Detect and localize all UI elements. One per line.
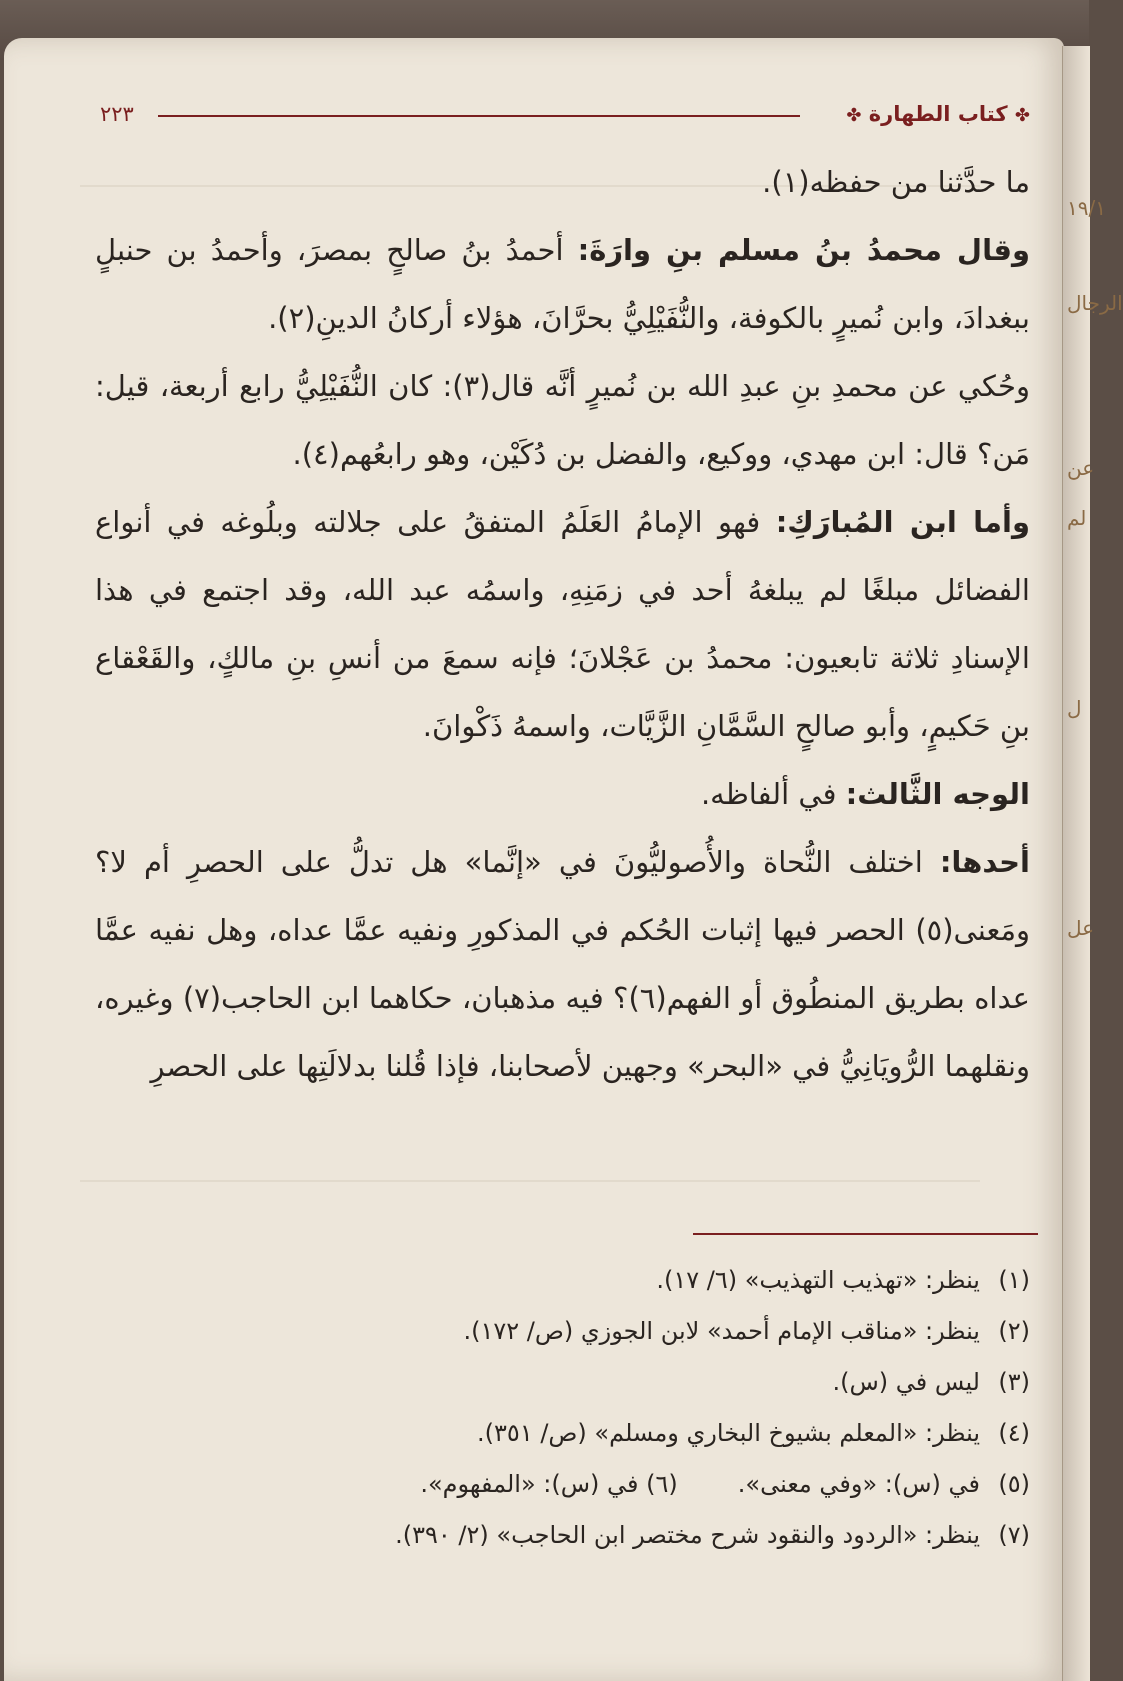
header-rule (158, 115, 800, 117)
footnote: (٣)ليس في (س). (95, 1357, 1030, 1408)
adjacent-page-edge (1062, 46, 1123, 1681)
section-heading: الوجه الثَّالث: في ألفاظه. (700, 777, 1030, 811)
adjacent-page-fragment: عل (1067, 916, 1095, 940)
footnote-number: (٧) (998, 1521, 1030, 1549)
adjacent-page-fragment: ل (1067, 696, 1082, 720)
footnote-number: (٦) (646, 1470, 678, 1498)
ornament-icon: ✤ (846, 105, 862, 126)
footnote-separator (693, 1233, 1038, 1235)
footnote: (١)ينظر: «تهذيب التهذيب» (٦/ ١٧). (95, 1255, 1030, 1306)
adjacent-page-fragment: ١٩/١ (1067, 196, 1106, 220)
paragraph: أحدها: اختلف النُّحاة والأُصوليُّونَ في «إنَّما» هل تدلُّ على الحصرِ أم لا؟ ومَعنى(٥) الحصر فيها إثبات الحُكم في المذكورِ ونفيه عمَّا عداه، وهل نفيه عمَّا عداه بطريق المنطُوق أو الفهم(٦)؟ فيه مذهبان، حكاهما ابن الحاجب(٧) وغيره، ونقلهما الرُّويَانِيُّ في «البحر» وجهين لأصحابنا، فإذا قُلنا بدلالَتِها على الحصرِ (95, 845, 1030, 1083)
running-header (100, 102, 1030, 136)
ornament-icon: ✤ (1014, 105, 1030, 126)
adjacent-page-fragment: الرجال (1067, 291, 1123, 315)
footnote-inline: (٦) في (س): «المفهوم». (420, 1470, 678, 1498)
paragraph: وأما ابن المُبارَكِ: فهو الإمامُ العَلَمُ المتفقُ على جلالته وبلُوغه في أنواع الفضائل مبلغًا لم يبلغهُ أحد في زمَنِهِ، واسمُه عبد الله، وقد اجتمع في هذا الإسنادِ ثلاثة تابعيون: محمدُ بن عَجْلانَ؛ فإنه سمعَ من أنسِ بنِ مالكٍ، والقَعْقاع بنِ حَكيمٍ، وأبو صالحٍ السَّمَّانِ الزَّيَّات، واسمهُ ذَكْوانَ. (95, 505, 1030, 743)
footnote-number: (٤) (998, 1419, 1030, 1447)
page-number: ٢٢٣ (100, 102, 134, 126)
footnote: (٥)في (س): «وفي معنى».(٦) في (س): «المفهوم». (95, 1459, 1030, 1510)
footnote: (٢)ينظر: «مناقب الإمام أحمد» لابن الجوزي (ص/ ١٧٢). (95, 1306, 1030, 1357)
footnotes (95, 1255, 1030, 1561)
adjacent-page-fragment: لم (1067, 506, 1087, 530)
footnote-number: (٢) (998, 1317, 1030, 1345)
bleed-through (80, 1180, 980, 1182)
paragraph: وقال محمدُ بنُ مسلم بنِ وارَةَ: أحمدُ بنُ صالحٍ بمصرَ، وأحمدُ بن حنبلٍ ببغدادَ، وابن نُميرٍ بالكوفة، والنُّفَيْلِيُّ بحرَّانَ، هؤلاء أركانُ الدينِ(٢). (95, 233, 1030, 335)
footnote-number: (٥) (998, 1470, 1030, 1498)
footnote-number: (٣) (998, 1368, 1030, 1396)
adjacent-page-fragment: عن (1067, 456, 1095, 480)
footnote-number: (١) (998, 1266, 1030, 1294)
paragraph: ما حدَّثنا من حفظه(١). (762, 165, 1030, 199)
footnote: (٧)ينظر: «الردود والنقود شرح مختصر ابن الحاجب» (٢/ ٣٩٠). (95, 1510, 1030, 1561)
paragraph: وحُكي عن محمدِ بنِ عبدِ الله بن نُميرٍ أنَّه قال(٣): كان النُّفَيْلِيُّ رابع أربعة، قيل: مَن؟ قال: ابن مهدي، ووكيع، والفضل بن دُكَيْن، وهو رابعُهم(٤). (95, 369, 1030, 471)
chapter-title: ✤ كتاب الطهارة ✤ (846, 102, 1030, 126)
main-text (95, 148, 1030, 1100)
footnote: (٤)ينظر: «المعلم بشيوخ البخاري ومسلم» (ص/ ٣٥١). (95, 1408, 1030, 1459)
